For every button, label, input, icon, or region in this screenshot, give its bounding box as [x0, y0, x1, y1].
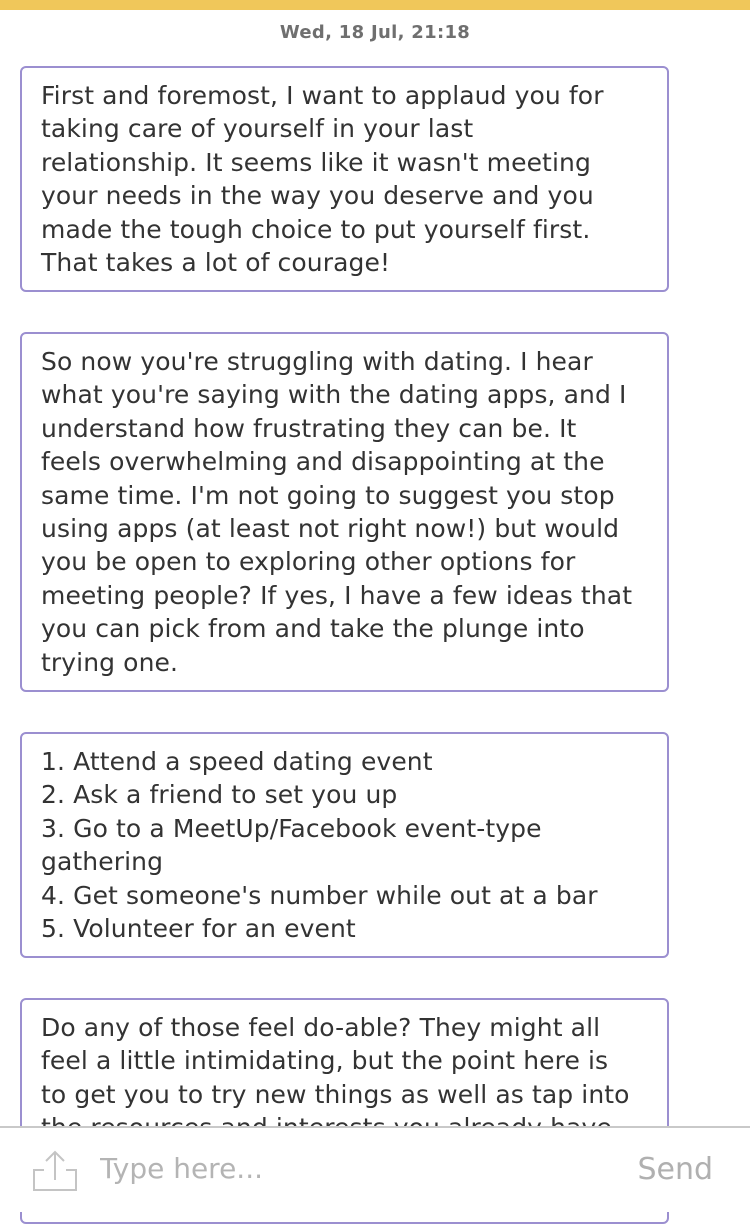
message-bubble: 1. Attend a speed dating event 2. Ask a friend to set you up 3. Go to a MeetUp/Facebook event-type gathering 4. Get someone's number while out at a bar 5. Volunteer for an event [20, 732, 669, 958]
message-input[interactable] [98, 1144, 602, 1192]
message-composer [0, 1126, 750, 1212]
send-button[interactable]: Send [637, 1152, 713, 1187]
message-timestamp: Wed, 18 Jul, 21:18 [279, 22, 471, 43]
message-bubble: First and foremost, I want to applaud you for taking care of yourself in your last relationship. It seems like it wasn't meeting your needs in the way you deserve and you made the tough choice to put yourself first. That takes a lot of courage! [20, 66, 669, 292]
upload-icon[interactable] [30, 1148, 78, 1192]
message-bubble: Do any of those feel do-able? They might all feel a little intimidating, but the point here is to get you to try new things as well as tap into [20, 998, 669, 1224]
message-bubble: So now you're struggling with dating. I hear what you're saying with the dating apps, and I understand how frustrating they can be. It feels overwhelming and disappointing at the same time. I'm not going to suggest you stop using apps (at least not right now!) but would you be open to exploring other options for meeting people? If yes, I have a few ideas that you can pick from and take the plunge into trying one. [20, 332, 669, 692]
